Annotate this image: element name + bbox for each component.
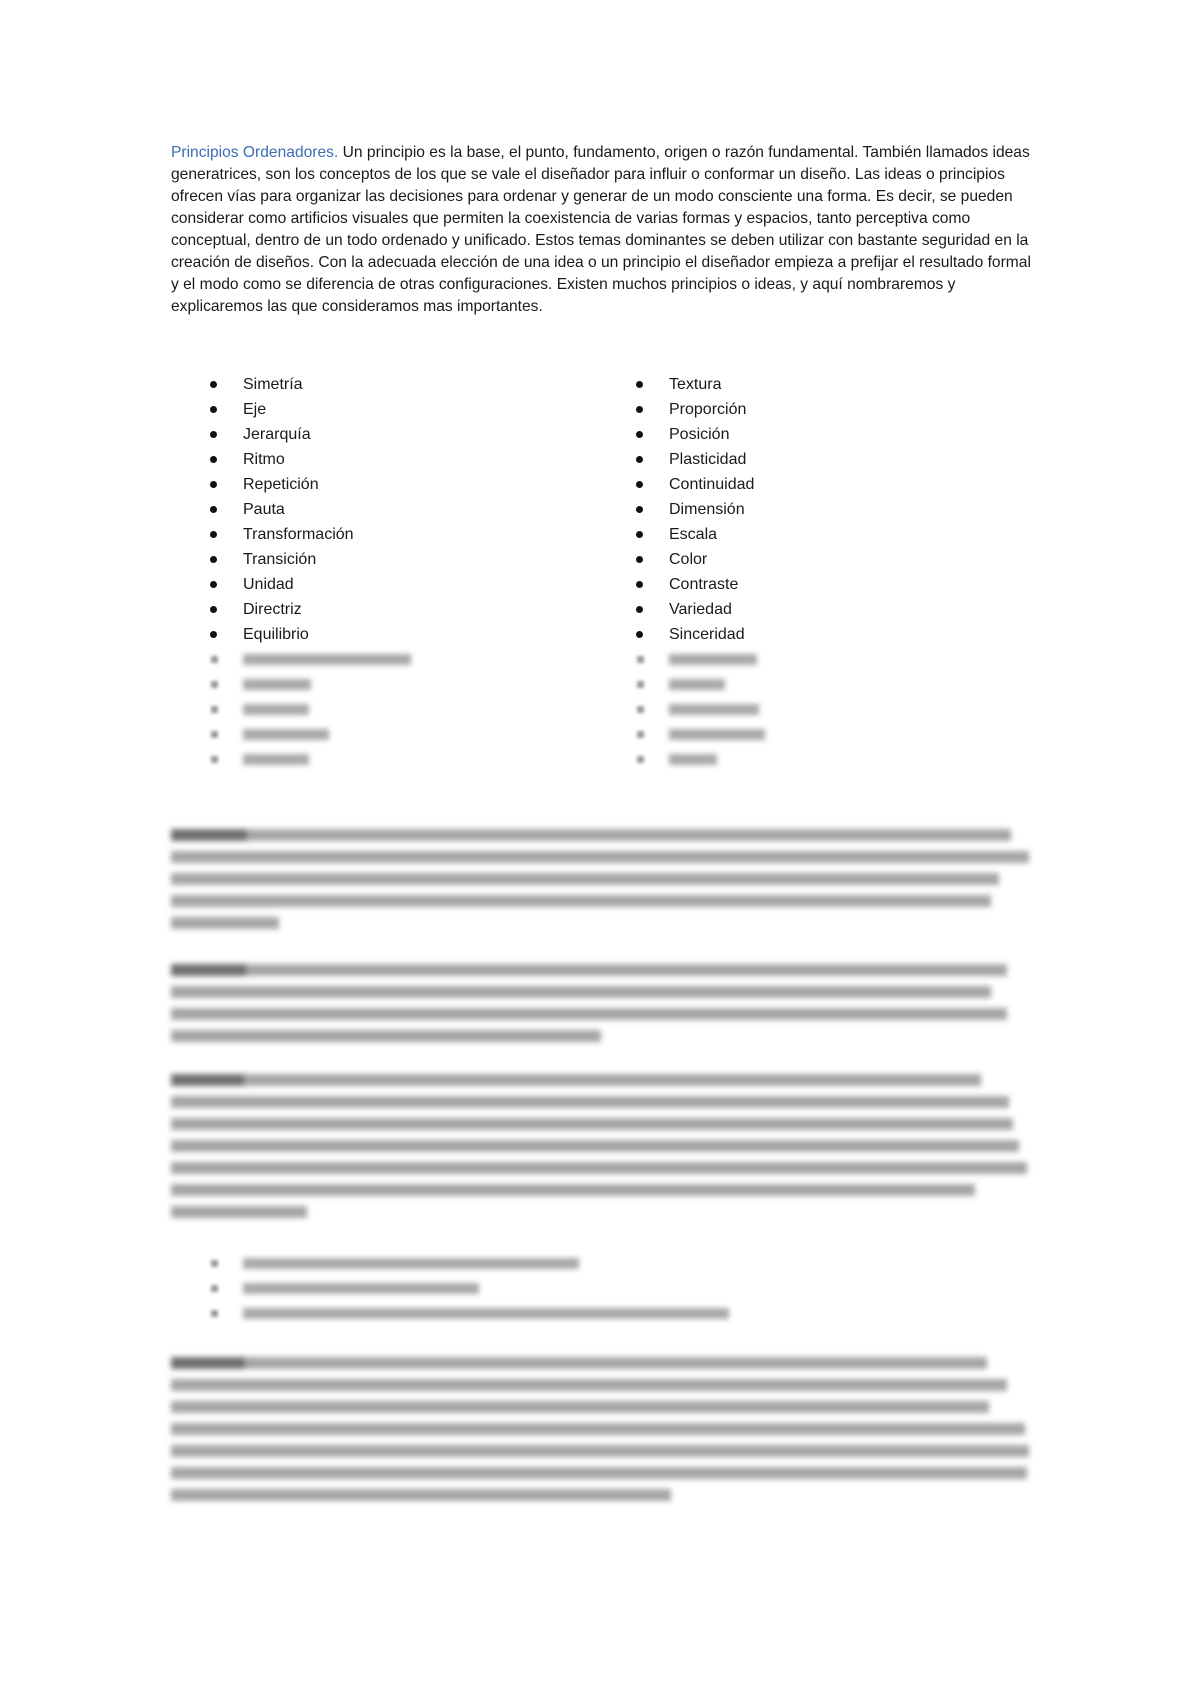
list-item: Transformación xyxy=(206,522,354,547)
bullet-icon xyxy=(210,481,217,488)
bullet-icon xyxy=(636,481,643,488)
list-item: Equilibrio xyxy=(206,622,354,647)
principles-list-right xyxy=(632,372,754,647)
blurred-paragraph xyxy=(171,1074,1029,1228)
list-item: Proporción xyxy=(632,397,754,422)
bullet-icon xyxy=(210,606,217,613)
list-item: Variedad xyxy=(632,597,754,622)
bullet-icon xyxy=(636,406,643,413)
blurred-paragraph xyxy=(171,964,1029,1052)
list-item: Posición xyxy=(632,422,754,447)
list-item: Contraste xyxy=(632,572,754,597)
bullet-icon xyxy=(210,556,217,563)
intro-paragraph xyxy=(171,142,1031,318)
list-item: Simetría xyxy=(206,372,354,397)
list-item: Pauta xyxy=(206,497,354,522)
list-item: Plasticidad xyxy=(632,447,754,472)
bullet-icon xyxy=(210,406,217,413)
bullet-icon xyxy=(636,531,643,538)
bullet-icon xyxy=(636,381,643,388)
bullet-icon xyxy=(210,631,217,638)
list-item: Directriz xyxy=(206,597,354,622)
bullet-icon xyxy=(636,606,643,613)
list-item: Eje xyxy=(206,397,354,422)
bullet-icon xyxy=(210,581,217,588)
list-item: Jerarquía xyxy=(206,422,354,447)
bullet-icon xyxy=(636,556,643,563)
bullet-icon xyxy=(210,381,217,388)
list-item: Repetición xyxy=(206,472,354,497)
list-item: Continuidad xyxy=(632,472,754,497)
bullet-icon xyxy=(636,431,643,438)
list-item: Sinceridad xyxy=(632,622,754,647)
bullet-icon xyxy=(636,456,643,463)
intro-body: Un principio es la base, el punto, fundamento, origen o razón fundamental. También llamados ideas generatrices, son los conceptos de los que se vale el diseñador para influir o conformar un diseño. Las ideas o principios ofrecen vías para organizar las decisiones para ordenar y generar de un modo consciente una forma. Es decir, se pueden considerar como artificios visuales que permiten la coexistencia de varias formas y espacios, tanto perceptiva como conceptual, dentro de un todo ordenado y unificado. Estos temas dominantes se deben utilizar con bastante seguridad en la creación de diseños. Con la adecuada elección de una idea o un principio el diseñador empieza a prefijar el resultado formal y el modo como se diferencia de otras configuraciones. Existen muchos principios o ideas, y aquí nombraremos y explicaremos las que consideramos mas importantes. xyxy=(171,144,1031,315)
list-item: Escala xyxy=(632,522,754,547)
blurred-paragraph xyxy=(171,829,1029,939)
blurred-paragraph xyxy=(171,1357,1029,1511)
bullet-icon xyxy=(636,631,643,638)
list-item: Ritmo xyxy=(206,447,354,472)
bullet-icon xyxy=(210,506,217,513)
list-item: Dimensión xyxy=(632,497,754,522)
bullet-icon xyxy=(210,456,217,463)
bullet-icon xyxy=(636,581,643,588)
intro-heading: Principios Ordenadores. xyxy=(171,144,339,161)
bullet-icon xyxy=(210,531,217,538)
list-item: Color xyxy=(632,547,754,572)
bullet-icon xyxy=(210,431,217,438)
list-item: Transición xyxy=(206,547,354,572)
principles-list-left xyxy=(206,372,354,647)
list-item: Textura xyxy=(632,372,754,397)
list-item: Unidad xyxy=(206,572,354,597)
bullet-icon xyxy=(636,506,643,513)
